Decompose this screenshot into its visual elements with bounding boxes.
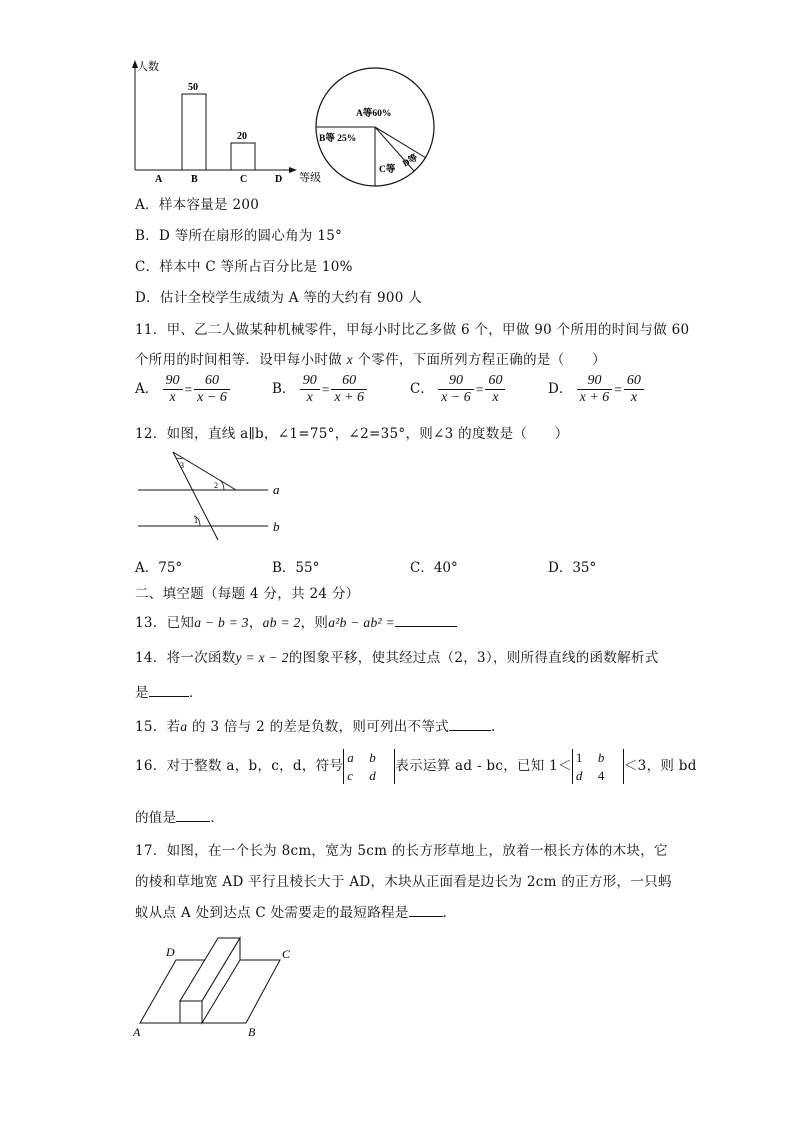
q11-option-a bbox=[135, 373, 230, 406]
pie-label-B: B等 25% bbox=[319, 134, 357, 144]
q13-text: ， bbox=[248, 615, 263, 631]
q11-stem-line2 bbox=[135, 348, 606, 368]
bar-label-B: 50 bbox=[188, 82, 198, 93]
q14-line2 bbox=[135, 681, 203, 701]
pie-label-C: C等 bbox=[379, 165, 396, 175]
determinant-given bbox=[572, 749, 624, 784]
q11-option-b bbox=[272, 373, 367, 406]
numerator: 60 bbox=[331, 373, 367, 390]
q17-figure bbox=[128, 928, 303, 1043]
det-entry: d bbox=[575, 767, 583, 783]
fraction bbox=[194, 373, 230, 406]
option-letter: D． bbox=[548, 381, 573, 398]
q14-text: ． bbox=[188, 685, 203, 701]
answer-blank bbox=[409, 915, 443, 917]
q12-stem: 12．如图，直线 a∥b，∠1=75°，∠2=35°，则∠3 的度数是（ ） bbox=[135, 426, 569, 442]
det-entry: a bbox=[347, 749, 355, 765]
fraction bbox=[485, 373, 505, 406]
angle-3-arc bbox=[176, 458, 183, 459]
det-entry: c bbox=[347, 767, 354, 783]
q14-function: y = x − 2 bbox=[235, 650, 289, 665]
numerator: 90 bbox=[577, 373, 613, 390]
denominator: x bbox=[492, 390, 499, 406]
q12-option-d: D．35° bbox=[548, 560, 597, 576]
fraction bbox=[331, 373, 367, 406]
q12-option-a: A．75° bbox=[135, 560, 183, 576]
equals-sign: = bbox=[321, 381, 330, 397]
numerator: 60 bbox=[624, 373, 644, 390]
det-entry: b bbox=[597, 749, 605, 765]
q16-text: 16．对于整数 a，b，c，d，符号 bbox=[135, 758, 344, 774]
label-angle-3: 3 bbox=[180, 461, 184, 470]
det-entry: 1 bbox=[575, 749, 583, 765]
q13-text: 13．已知 bbox=[135, 615, 195, 631]
det-entry: b bbox=[369, 749, 377, 765]
label-D: D bbox=[166, 945, 175, 959]
q13-text: ，则 bbox=[300, 615, 329, 631]
determinant-symbol bbox=[343, 749, 395, 784]
q14-text: 14．将一次函数 bbox=[135, 650, 236, 666]
q13-condition-2: ab = 2 bbox=[262, 615, 301, 630]
tick-label-C: C bbox=[240, 174, 248, 185]
det-entry: d bbox=[369, 767, 377, 783]
numerator: 90 bbox=[163, 373, 183, 390]
q16-text: 表示运算 ad - bc，已知 1＜ bbox=[395, 758, 572, 774]
q16-text: 的值是 bbox=[135, 810, 177, 826]
equals-sign: = bbox=[614, 381, 622, 397]
numerator: 60 bbox=[194, 373, 230, 390]
answer-blank bbox=[149, 695, 189, 697]
q15-text: 15．若 bbox=[135, 719, 181, 735]
numerator: 90 bbox=[300, 373, 320, 390]
q15-text: 的 3 倍与 2 的差是负数，则可列出不等式 bbox=[192, 719, 449, 735]
pie-label-A: A等60% bbox=[356, 109, 392, 119]
q17-text: 蚁从点 A 处到达点 C 处需要走的最短路程是 bbox=[135, 905, 409, 921]
block-front-face bbox=[180, 1001, 202, 1023]
q10-option-a: A．样本容量是 200 bbox=[135, 197, 260, 213]
q12-option-b: B．55° bbox=[272, 560, 320, 576]
option-letter: A． bbox=[135, 381, 159, 398]
tick-label-D: D bbox=[275, 174, 283, 185]
q13-condition-1: a − b = 3 bbox=[194, 615, 249, 630]
q13-expression: a²b − ab² = bbox=[328, 615, 395, 630]
equals-sign: = bbox=[475, 381, 484, 397]
fraction bbox=[577, 373, 613, 406]
q17-line2: 的棱和草地宽 AD 平行且棱长大于 AD，木块从正面看是边长为 2cm 的正方形，一只蚂 bbox=[135, 874, 672, 890]
bar-B bbox=[182, 94, 206, 170]
denominator: x bbox=[169, 390, 176, 406]
x-axis-arrow-icon bbox=[289, 167, 297, 173]
q11-text: 个零件，下面所列方程正确的是（ ） bbox=[357, 352, 606, 368]
bar-chart-ylabel: 人数 bbox=[137, 61, 159, 73]
label-b: b bbox=[273, 519, 280, 534]
fraction bbox=[624, 373, 644, 406]
bar-C bbox=[231, 143, 255, 170]
q14-text: 是 bbox=[135, 685, 149, 701]
answer-blank bbox=[176, 820, 210, 822]
q10-option-d: D．估计全校学生成绩为 A 等的大约有 900 人 bbox=[135, 290, 423, 306]
tick-label-A: A bbox=[155, 174, 163, 185]
bar-chart bbox=[125, 58, 325, 188]
fraction bbox=[163, 373, 183, 406]
q10-option-c: C．样本中 C 等所占百分比是 10% bbox=[135, 259, 353, 275]
label-angle-1: 1 bbox=[194, 516, 198, 525]
numerator: 60 bbox=[485, 373, 505, 390]
q17-line3 bbox=[135, 901, 456, 921]
q17-line1: 17．如图，在一个长为 8cm，宽为 5cm 的长方形草地上，放着一根长方体的木块，它 bbox=[135, 843, 668, 859]
q14-text: 的图象平移，使其经过点（2，3），则所得直线的函数解析式 bbox=[288, 650, 659, 666]
q15-text: ． bbox=[491, 719, 505, 735]
q16-line1 bbox=[135, 746, 697, 786]
denominator: x + 6 bbox=[579, 390, 610, 406]
q14-line1 bbox=[135, 646, 659, 666]
fraction bbox=[300, 373, 320, 406]
label-angle-2: 2 bbox=[214, 481, 218, 490]
tick-label-B: B bbox=[191, 174, 198, 185]
option-letter: C． bbox=[410, 381, 434, 398]
q11-option-d bbox=[548, 373, 644, 406]
label-a: a bbox=[273, 482, 280, 497]
q13 bbox=[135, 611, 457, 631]
denominator: x bbox=[306, 390, 313, 406]
label-C: C bbox=[282, 947, 291, 961]
q11-option-c bbox=[410, 373, 505, 406]
answer-blank bbox=[395, 625, 457, 627]
label-A: A bbox=[133, 1025, 141, 1039]
answer-blank bbox=[449, 729, 491, 731]
q12-option-c: C．40° bbox=[410, 560, 458, 576]
fraction bbox=[438, 373, 474, 406]
q15 bbox=[135, 715, 505, 735]
label-B: B bbox=[248, 1025, 256, 1039]
q16-line2 bbox=[135, 806, 224, 826]
q15-variable: a bbox=[180, 719, 188, 734]
denominator: x bbox=[630, 390, 638, 406]
det-entry: 4 bbox=[597, 767, 605, 783]
denominator: x − 6 bbox=[197, 390, 227, 406]
q11-stem-line1: 11．甲、乙二人做某种机械零件，甲每小时比乙多做 6 个，甲做 90 个所用的时间与做 60 bbox=[135, 322, 690, 338]
pie-label-D: D等 bbox=[400, 152, 420, 169]
q16-text: ＜3，则 bd bbox=[623, 758, 697, 774]
q11-variable: x bbox=[346, 352, 353, 367]
q10-option-b: B．D 等所在扇形的圆心角为 15° bbox=[135, 228, 343, 244]
q16-text: ． bbox=[210, 810, 225, 826]
q12-figure bbox=[130, 446, 290, 546]
numerator: 90 bbox=[438, 373, 474, 390]
option-letter: B． bbox=[272, 381, 296, 398]
section-2-heading: 二、填空题（每题 4 分，共 24 分） bbox=[135, 586, 360, 602]
equals-sign: = bbox=[184, 381, 193, 397]
denominator: x − 6 bbox=[441, 390, 471, 406]
bar-chart-xlabel: 等级 bbox=[299, 172, 321, 184]
q11-text: 个所用的时间相等．设甲每小时做 bbox=[135, 352, 342, 368]
q17-text: ． bbox=[442, 905, 457, 921]
pie-chart bbox=[313, 66, 441, 190]
denominator: x + 6 bbox=[334, 390, 365, 406]
bar-label-C: 20 bbox=[237, 131, 247, 142]
pie-divider-DA bbox=[375, 127, 426, 158]
